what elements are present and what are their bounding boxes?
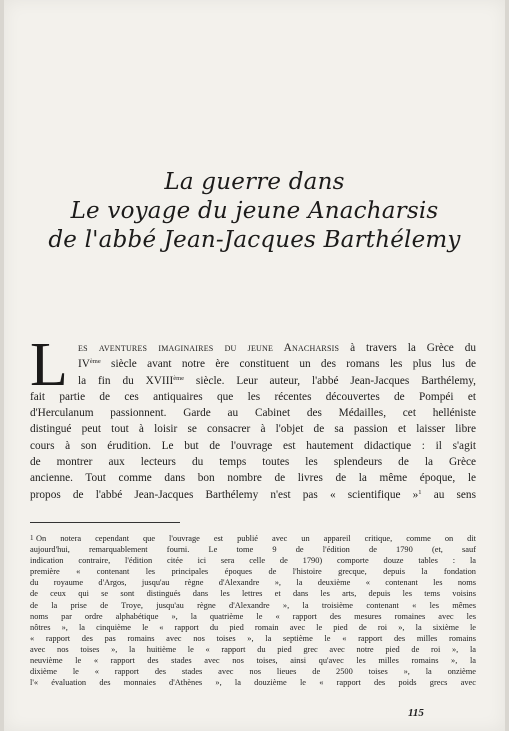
- paragraph-line: fait partie de ces antiquaires que les récentes découvertes de Pompéi et: [30, 390, 476, 403]
- paragraph-line: distingué peut tout à loisir se consacrer à l'objet de sa passion et laisser libre: [30, 423, 476, 436]
- footnote-marker: 1: [30, 534, 34, 542]
- footnote-line: On notera cependant que l'ouvrage est publié avec un appareil critique, comme on dit: [36, 534, 476, 543]
- title-line-3: de l'abbé Jean-Jacques Barthélemy: [48, 227, 461, 253]
- footnote-line: noms par ordre alphabétique », la quatrième le « rapport des mesures romaines avec les: [30, 611, 476, 621]
- paragraph-line: propos de l'abbé Jean-Jacques Barthélemy n'est pas « scientifique »$^1$ au sens: [30, 488, 476, 501]
- footnote-line: de la prise de Troye, jusqu'au règne d'Alexandre », la troisième contenant « les mêmes: [30, 600, 476, 610]
- footnote-line: avec nos toises », la huitième le « rapport du pied grec avec notre pied de roi », la: [30, 644, 476, 654]
- footnote-line: dixième le « rapport des stades avec nos lieues de 2500 toises », la onzième: [30, 667, 476, 677]
- footnote-line: aujourd'hui, remarquablement fourni. Le tome 9 de l'édition de 1790 (et, sauf: [30, 545, 476, 555]
- chapter-title: [0, 168, 509, 255]
- footnote-line: l'« évaluation des monnaies d'Athènes », la douzième le « rapport des poids grecs avec: [30, 678, 476, 688]
- footnote-line: neuvième le « rapport des stades avec nos toises, ainsi qu'avec les milles romains », la: [30, 656, 476, 666]
- footnote-line: de ceux qui se sont distingués dans les lettres et dans les arts, depuis les tems voisins: [30, 589, 476, 599]
- main-paragraph: [30, 331, 476, 503]
- paragraph-line: cours à son érudition. Le but de l'ouvrage est hautement didactique : il s'agit: [30, 439, 476, 452]
- drop-cap: L: [30, 331, 68, 399]
- footnote-divider: [30, 522, 180, 523]
- title-line-1: La guerre dans: [164, 169, 345, 195]
- paragraph-line: es aventures imaginaires du jeune Anacharsis à travers la Grèce du: [78, 342, 476, 354]
- paragraph-line: IVème siècle avant notre ère constituent un des romans les plus lus de: [78, 358, 476, 371]
- footnote-line: nôtres », la cinquième le « rapport du pied romain avec le pied de roi », la sixième le: [30, 622, 476, 632]
- paragraph-line: la fin du XVIIIème siècle. Leur auteur, l'abbé Jean-Jacques Barthélemy,: [78, 374, 476, 387]
- footnote-line: première « contenant les principales époques de l'histoire grecque, depuis la fondation: [30, 567, 476, 577]
- paragraph-line: ancienne. Tout comme dans bon nombre de livres de la même époque, le: [30, 472, 476, 485]
- footnote: [30, 533, 476, 688]
- page-number: 115: [408, 707, 424, 719]
- footnote-line: indication contraire, l'édition citée ici sera celle de 1790) comporte douze tables : la: [30, 556, 476, 566]
- paragraph-line: de montrer aux lecteurs du temps toutes les splendeurs de la Grèce: [30, 456, 476, 469]
- footnote-line: « rapport des pas romains avec nos toises », la septième le « rapport des milles romains: [30, 633, 476, 643]
- footnote-line: du royaume d'Argos, jusqu'au règne d'Alexandre », la deuxième « contenant les noms: [30, 578, 476, 588]
- paragraph-line: d'Herculanum passionnent. Garde au Cabinet des Médailles, cet helléniste: [30, 407, 476, 420]
- title-line-2: Le voyage du jeune Anacharsis: [70, 198, 439, 224]
